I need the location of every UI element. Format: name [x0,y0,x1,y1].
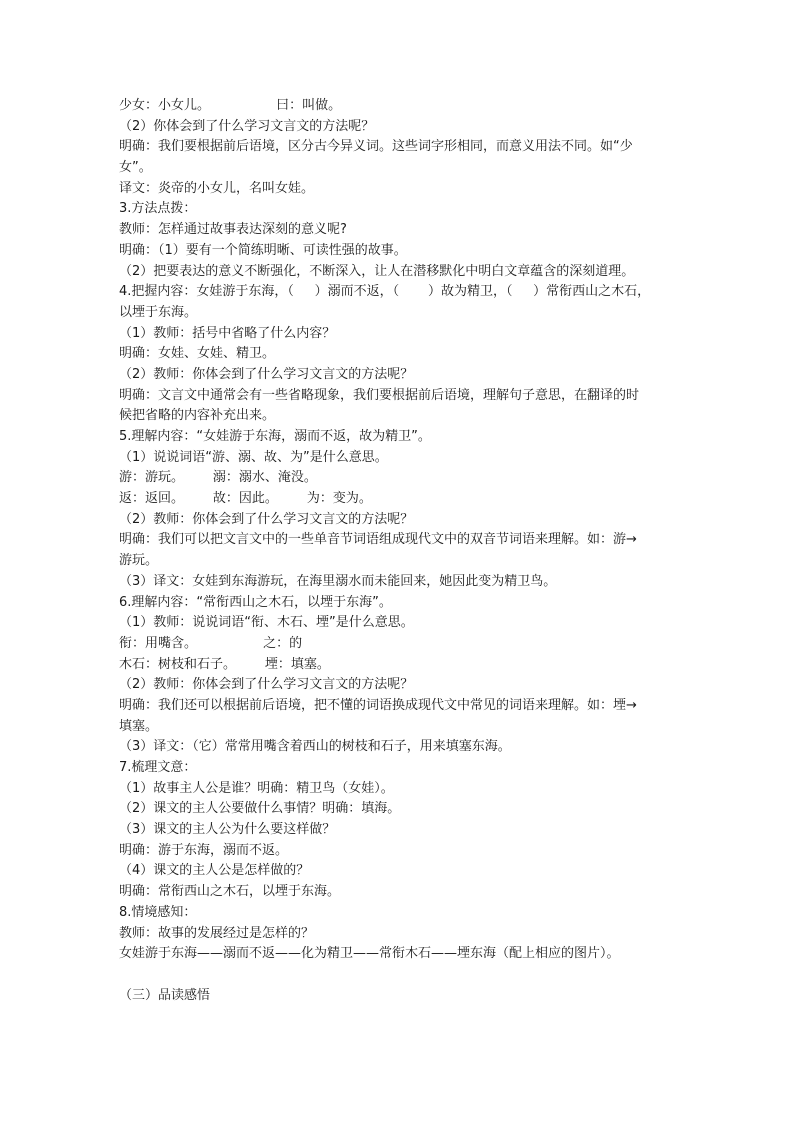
text-line: 返：返回。 故：因此。 为：变为。 [119,491,372,507]
text-line: 填塞。 [119,718,159,734]
text-line: 少女：小女儿。 曰：叫做。 [119,98,342,113]
text-line: （2）教师：你体会到了什么学习文言文的方法呢？ [119,366,414,382]
text-line: 女娃游于东海——溺而不返——化为精卫——常衔木石——堙东海（配上相应的图片）。 [119,946,620,962]
text-line: （1）教师：括号中省略了什么内容？ [119,325,336,341]
text-line: 明确：（1）要有一个简练明晰、可读性强的故事。 [119,242,407,258]
text-line: 明确：我们还可以根据前后语境，把不懂的词语换成现代文中常见的词语来理解。如：堙→ [119,697,637,713]
text-line: 明确：女娃、女娃、精卫。 [119,346,276,362]
blank-line [119,965,679,986]
text-line: 衔：用嘴含。 之：的 [119,635,303,651]
text-line: 木石：树枝和石子。 堙：填塞。 [119,656,330,672]
section-heading: 8.情境感知： [119,904,197,920]
text-line: （2）课文的主人公要做什么事情？明确：填海。 [119,801,401,817]
section-heading: （三）品读感悟 [119,987,211,1003]
text-line: 明确：文言文中通常会有一些省略现象，我们要根据前后语境，理解句子意思，在翻译的时 [119,387,640,403]
text-line: （1）故事主人公是谁？明确：精卫鸟（女娃）。 [119,780,394,796]
text-line: （2）你体会到了什么学习文言文的方法呢？ [119,118,375,134]
text-line: 候把省略的内容补充出来。 [119,408,276,424]
text-line: （3）译文：（它）常常用嘴含着西山的树枝和石子，用来填塞东海。 [119,739,511,755]
text-line: 游：游玩。 溺：溺水、淹没。 [119,470,317,486]
text-line: （2）教师：你体会到了什么学习文言文的方法呢？ [119,511,414,527]
text-line: （1）说说词语“游、溺、故、为”是什么意思。 [119,449,388,465]
text-line: 教师：怎样通过故事表达深刻的意义呢? [119,222,347,238]
text-line: 游玩。 [119,553,159,569]
text-line: （2）教师：你体会到了什么学习文言文的方法呢？ [119,677,414,693]
section-heading: 3.方法点拨： [119,201,197,217]
section-heading: 7.梳理文意： [119,760,197,775]
text-line: 教师：故事的发展经过是怎样的？ [119,925,315,941]
text-line: 明确：我们可以把文言文中的一些单音节词语组成现代文中的双音节词语来理解。如：游→ [119,532,637,548]
text-line: （2）把要表达的意义不断强化，不断深入，让人在潜移默化中明白文章蕴含的深刻道理。 [119,263,635,279]
text-line: 明确：游于东海，溺而不返。 [119,842,289,858]
text-line: 女”。 [119,160,152,176]
text-line: 明确：常衔西山之木石，以堙于东海。 [119,884,341,900]
text-line: （4）课文的主人公是怎样做的？ [119,863,310,879]
section-heading: 5.理解内容：“女娃游于东海，溺而不返，故为精卫”。 [119,429,431,444]
text-line: （3）译文：女娃到东海游玩，在海里溺水而未能回来，她因此变为精卫鸟。 [119,573,557,589]
text-line: 以堙于东海。 [119,304,198,320]
text-line: 译文：炎帝的小女儿，名叫女娃。 [119,180,315,196]
section-heading: 4.把握内容：女娃游于东海，（ ）溺而不返，（ ）故为精卫，（ ）常衔西山之木石， [119,284,651,300]
text-line: （1）教师：说说词语“衔、木石、堙”是什么意思。 [119,615,414,631]
text-line: （3）课文的主人公为什么要这样做？ [119,822,336,838]
text-line: 明确：我们要根据前后语境，区分古今异义词。这些词字形相同，而意义用法不同。如“少 [119,139,633,155]
section-heading: 6.理解内容：“常衔西山之木石，以堙于东海”。 [119,594,392,610]
document-body [119,96,679,1006]
